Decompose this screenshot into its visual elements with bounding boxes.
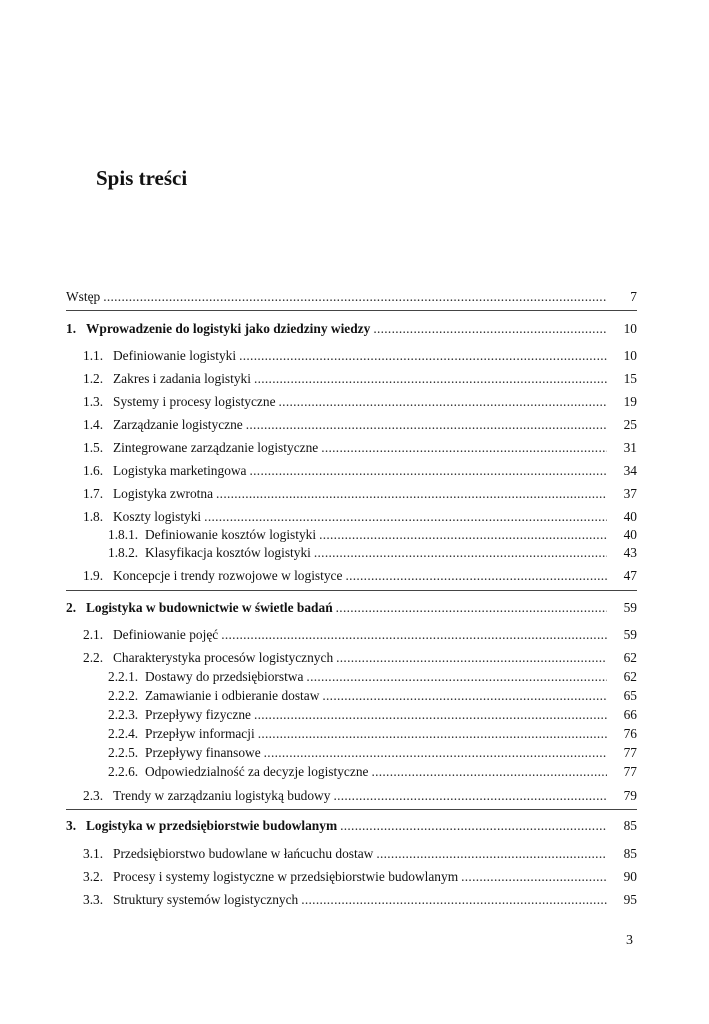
entry-number: 2.2.3. bbox=[108, 707, 139, 722]
dot-leader bbox=[461, 868, 607, 885]
entry-page: 85 bbox=[623, 846, 637, 861]
entry-page: 62 bbox=[623, 650, 637, 665]
dot-leader bbox=[371, 763, 607, 780]
toc-subentry bbox=[66, 762, 637, 780]
toc-entry bbox=[66, 625, 637, 643]
entry-number: 1.5. bbox=[83, 440, 104, 455]
entry-page: 40 bbox=[623, 509, 637, 524]
dot-leader bbox=[322, 687, 607, 704]
entry-page: 66 bbox=[623, 707, 637, 722]
page-number: 3 bbox=[626, 933, 633, 948]
dot-leader bbox=[306, 668, 607, 685]
dot-leader bbox=[340, 817, 607, 834]
entry-page: 40 bbox=[623, 527, 637, 542]
toc-entry bbox=[66, 369, 637, 387]
entry-label: Zamawianie i odbieranie dostaw bbox=[145, 688, 320, 703]
dot-leader bbox=[314, 544, 607, 561]
toc-entry bbox=[66, 507, 637, 525]
toc-subentry bbox=[66, 525, 637, 543]
entry-page: 19 bbox=[623, 394, 637, 409]
entry-number: 1.7. bbox=[83, 486, 104, 501]
entry-label: Definiowanie pojęć bbox=[113, 627, 219, 642]
toc-entry bbox=[66, 392, 637, 410]
entry-page: 90 bbox=[623, 869, 637, 884]
entry-page: 59 bbox=[623, 627, 637, 642]
toc-entry bbox=[66, 890, 637, 908]
dot-leader bbox=[254, 370, 607, 387]
entry-number: 2.2.2. bbox=[108, 688, 139, 703]
toc-subentry bbox=[66, 705, 637, 723]
toc-chapter bbox=[66, 319, 637, 337]
entry-page: 47 bbox=[623, 568, 637, 583]
entry-label: Koncepcje i trendy rozwojowe w logistyce bbox=[113, 568, 343, 583]
dot-leader bbox=[279, 393, 607, 410]
toc-subentry bbox=[66, 667, 637, 685]
entry-number: 1.8.2. bbox=[108, 545, 139, 560]
entry-label: Przedsiębiorstwo budowlane w łańcuchu dostaw bbox=[113, 846, 374, 861]
entry-label: Zintegrowane zarządzanie logistyczne bbox=[113, 440, 319, 455]
dot-leader bbox=[254, 706, 607, 723]
entry-page: 76 bbox=[623, 726, 637, 741]
entry-number: 1.1. bbox=[83, 348, 104, 363]
entry-label: Logistyka w budownictwie w świetle badań bbox=[86, 600, 333, 615]
entry-number: 1.8. bbox=[83, 509, 104, 524]
toc-subentry bbox=[66, 686, 637, 704]
entry-number: 3. bbox=[66, 818, 77, 833]
section-divider bbox=[66, 590, 637, 591]
entry-label: Charakterystyka procesów logistycznych bbox=[113, 650, 334, 665]
entry-page: 31 bbox=[623, 440, 637, 455]
dot-leader bbox=[336, 599, 607, 616]
entry-page: 77 bbox=[623, 745, 637, 760]
entry-page: 95 bbox=[623, 892, 637, 907]
entry-number: 3.1. bbox=[83, 846, 104, 861]
entry-label: Zakres i zadania logistyki bbox=[113, 371, 251, 386]
entry-label: Wprowadzenie do logistyki jako dziedziny wiedzy bbox=[86, 321, 371, 336]
entry-page: 59 bbox=[623, 600, 637, 615]
toc-entry bbox=[66, 461, 637, 479]
toc-subentry bbox=[66, 724, 637, 742]
section-divider bbox=[66, 809, 637, 810]
dot-leader bbox=[376, 845, 607, 862]
entry-label: Definiowanie logistyki bbox=[113, 348, 237, 363]
entry-label: Odpowiedzialność za decyzje logistyczne bbox=[145, 764, 369, 779]
entry-label: Przepływy fizyczne bbox=[145, 707, 251, 722]
entry-number: 1.3. bbox=[83, 394, 104, 409]
dot-leader bbox=[216, 485, 607, 502]
toc-entry bbox=[66, 786, 637, 804]
entry-page: 65 bbox=[623, 688, 637, 703]
entry-number: 2.2. bbox=[83, 650, 104, 665]
toc-entry bbox=[66, 566, 637, 584]
dot-leader bbox=[336, 649, 607, 666]
entry-number: 1.9. bbox=[83, 568, 104, 583]
entry-page: 10 bbox=[623, 348, 637, 363]
entry-page: 77 bbox=[623, 764, 637, 779]
dot-leader bbox=[250, 462, 607, 479]
dot-leader bbox=[373, 320, 607, 337]
entry-number: 2.2.6. bbox=[108, 764, 139, 779]
entry-label: Przepływy finansowe bbox=[145, 745, 261, 760]
entry-number: 2. bbox=[66, 600, 77, 615]
toc-entry bbox=[66, 438, 637, 456]
dot-leader bbox=[319, 526, 607, 543]
entry-number: 2.2.4. bbox=[108, 726, 139, 741]
entry-label: Struktury systemów logistycznych bbox=[113, 892, 299, 907]
page-title: Spis treści bbox=[96, 166, 188, 190]
entry-label: Trendy w zarządzaniu logistyką budowy bbox=[113, 788, 331, 803]
entry-number: 3.3. bbox=[83, 892, 104, 907]
dot-leader bbox=[264, 744, 607, 761]
dot-leader bbox=[321, 439, 607, 456]
entry-number: 2.1. bbox=[83, 627, 104, 642]
entry-label: Wstęp bbox=[66, 289, 101, 304]
entry-page: 85 bbox=[623, 818, 637, 833]
entry-number: 1.8.1. bbox=[108, 527, 139, 542]
dot-leader bbox=[333, 787, 607, 804]
toc-chapter bbox=[66, 598, 637, 616]
toc-entry bbox=[66, 844, 637, 862]
entry-label: Definiowanie kosztów logistyki bbox=[145, 527, 317, 542]
entry-number: 2.2.5. bbox=[108, 745, 139, 760]
entry-label: Logistyka zwrotna bbox=[113, 486, 214, 501]
toc-chapter bbox=[66, 816, 637, 834]
dot-leader bbox=[221, 626, 607, 643]
toc-subentry bbox=[66, 743, 637, 761]
entry-number: 1. bbox=[66, 321, 77, 336]
entry-label: Logistyka marketingowa bbox=[113, 463, 247, 478]
entry-page: 7 bbox=[630, 289, 637, 304]
entry-page: 34 bbox=[623, 463, 637, 478]
dot-leader bbox=[204, 508, 607, 525]
entry-label: Dostawy do przedsiębiorstwa bbox=[145, 669, 304, 684]
entry-page: 43 bbox=[623, 545, 637, 560]
dot-leader bbox=[246, 416, 607, 433]
entry-page: 10 bbox=[623, 321, 637, 336]
entry-page: 25 bbox=[623, 417, 637, 432]
dot-leader bbox=[239, 347, 607, 364]
dot-leader bbox=[301, 891, 607, 908]
entry-label: Klasyfikacja kosztów logistyki bbox=[145, 545, 311, 560]
entry-page: 37 bbox=[623, 486, 637, 501]
entry-number: 1.2. bbox=[83, 371, 104, 386]
entry-label: Zarządzanie logistyczne bbox=[113, 417, 243, 432]
entry-number: 2.2.1. bbox=[108, 669, 139, 684]
entry-label: Koszty logistyki bbox=[113, 509, 202, 524]
dot-leader bbox=[345, 567, 607, 584]
entry-label: Logistyka w przedsiębiorstwie budowlanym bbox=[86, 818, 338, 833]
entry-number: 1.4. bbox=[83, 417, 104, 432]
entry-label: Przepływ informacji bbox=[145, 726, 255, 741]
entry-label: Procesy i systemy logistyczne w przedsiębiorstwie budowlanym bbox=[113, 869, 459, 884]
toc-entry bbox=[66, 287, 637, 305]
toc-entry bbox=[66, 415, 637, 433]
entry-page: 62 bbox=[623, 669, 637, 684]
dot-leader bbox=[258, 725, 607, 742]
toc-entry bbox=[66, 648, 637, 666]
toc-subentry bbox=[66, 543, 637, 561]
toc-entry bbox=[66, 867, 637, 885]
entry-number: 2.3. bbox=[83, 788, 104, 803]
entry-label: Systemy i procesy logistyczne bbox=[113, 394, 276, 409]
section-divider bbox=[66, 310, 637, 311]
entry-number: 1.6. bbox=[83, 463, 104, 478]
dot-leader bbox=[103, 288, 607, 305]
toc-entry bbox=[66, 346, 637, 364]
entry-page: 15 bbox=[623, 371, 637, 386]
entry-page: 79 bbox=[623, 788, 637, 803]
toc-entry bbox=[66, 484, 637, 502]
entry-number: 3.2. bbox=[83, 869, 104, 884]
